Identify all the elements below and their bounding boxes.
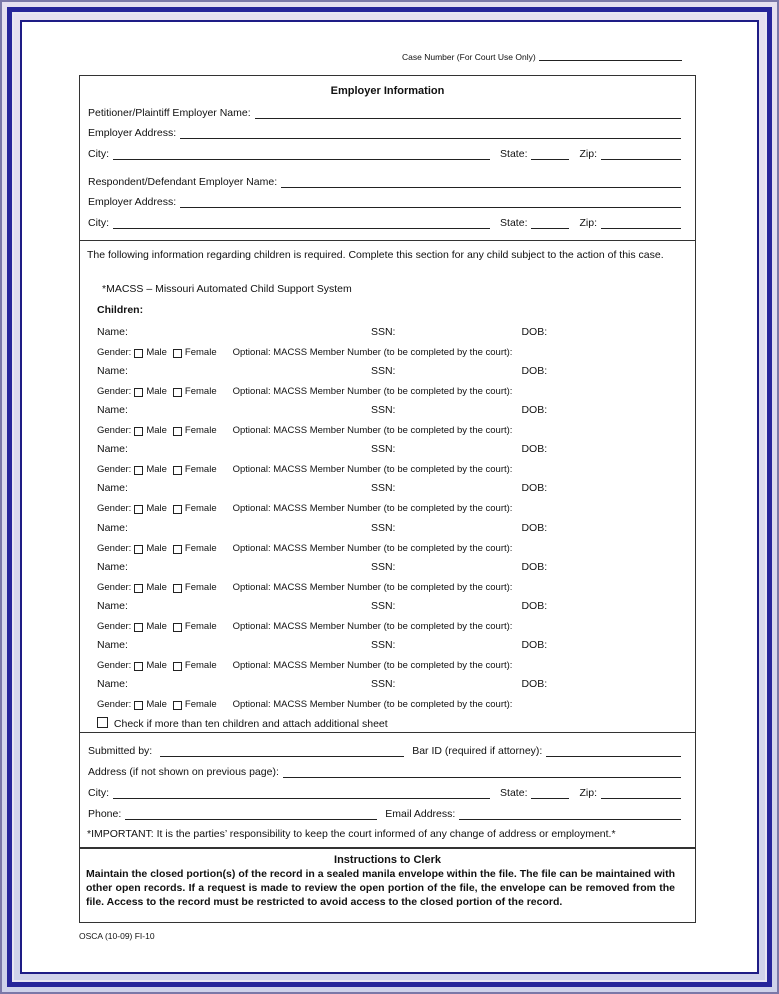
clerk-instructions-section xyxy=(79,848,696,923)
petitioner-employer-row xyxy=(88,106,685,119)
respondent-employer-row xyxy=(88,175,685,188)
submitter-zip-field[interactable] xyxy=(601,787,681,799)
child-name-label: Name: xyxy=(97,326,128,338)
macss-optional-label: Optional: MACSS Member Number (to be completed by the court): xyxy=(232,503,513,514)
female-checkbox[interactable] xyxy=(173,427,182,436)
female-checkbox[interactable] xyxy=(173,584,182,593)
phone-field[interactable] xyxy=(125,808,377,820)
female-label: Female xyxy=(184,386,217,397)
respondent-address-field[interactable] xyxy=(180,196,681,208)
petitioner-address-field[interactable] xyxy=(180,127,681,139)
child-name-label: Name: xyxy=(97,639,128,651)
male-checkbox[interactable] xyxy=(134,623,143,632)
female-label: Female xyxy=(184,621,217,632)
child-gender-row xyxy=(97,345,681,358)
children-heading: Children: xyxy=(97,304,144,316)
male-label: Male xyxy=(146,621,167,632)
submitter-address-row xyxy=(88,765,685,778)
child-gender-row xyxy=(97,580,681,593)
male-label: Male xyxy=(146,347,167,358)
petitioner-city-field[interactable] xyxy=(113,148,490,160)
male-label: Male xyxy=(146,425,167,436)
child-name-label: Name: xyxy=(97,482,128,494)
macss-optional-label: Optional: MACSS Member Number (to be completed by the court): xyxy=(232,582,513,593)
gender-label: Gender: xyxy=(97,660,132,671)
gender-label: Gender: xyxy=(97,699,132,710)
submitter-section xyxy=(79,732,696,848)
employer-address-label: Employer Address: xyxy=(88,196,177,208)
macss-optional-label: Optional: MACSS Member Number (to be completed by the court): xyxy=(232,543,513,554)
submitted-by-field[interactable] xyxy=(160,745,404,757)
female-label: Female xyxy=(184,699,217,710)
male-checkbox[interactable] xyxy=(134,349,143,358)
child-ssn-label: SSN: xyxy=(370,522,396,534)
male-label: Male xyxy=(146,582,167,593)
respondent-city-row xyxy=(88,216,685,229)
child-dob-label: DOB: xyxy=(521,365,548,377)
child-ssn-label: SSN: xyxy=(370,600,396,612)
child-name-label: Name: xyxy=(97,522,128,534)
case-number-field[interactable] xyxy=(539,51,682,61)
more-children-checkbox[interactable] xyxy=(97,717,108,728)
submitter-state-field[interactable] xyxy=(531,787,569,799)
male-label: Male xyxy=(146,660,167,671)
petitioner-zip-field[interactable] xyxy=(601,148,681,160)
child-name-label: Name: xyxy=(97,443,128,455)
gender-label: Gender: xyxy=(97,543,132,554)
instructions-body: Maintain the closed portion(s) of the record in a sealed manila envelope within the file. The file can be maintained with other open records. If a request is made to review the open portion of the file, the envelope can be removed from the file. Access to the record must be restricted to avoid access to the closed portion of the record. xyxy=(86,868,675,908)
child-gender-row xyxy=(97,697,681,710)
child-gender-row xyxy=(97,501,681,514)
male-checkbox[interactable] xyxy=(134,427,143,436)
female-label: Female xyxy=(184,660,217,671)
gender-label: Gender: xyxy=(97,503,132,514)
female-checkbox[interactable] xyxy=(173,623,182,632)
child-ssn-label: SSN: xyxy=(370,561,396,573)
macss-optional-label: Optional: MACSS Member Number (to be completed by the court): xyxy=(232,425,513,436)
respondent-city-field[interactable] xyxy=(113,217,490,229)
respondent-zip-field[interactable] xyxy=(601,217,681,229)
male-checkbox[interactable] xyxy=(134,701,143,710)
respondent-employer-label: Respondent/Defendant Employer Name: xyxy=(88,176,278,188)
more-children-option xyxy=(97,717,388,730)
child-name-row xyxy=(97,521,681,534)
petitioner-address-row xyxy=(88,126,685,139)
gender-label: Gender: xyxy=(97,464,132,475)
child-name-row xyxy=(97,403,681,416)
female-label: Female xyxy=(184,543,217,554)
female-label: Female xyxy=(184,582,217,593)
female-checkbox[interactable] xyxy=(173,349,182,358)
petitioner-city-row xyxy=(88,147,685,160)
child-ssn-label: SSN: xyxy=(370,365,396,377)
child-gender-row xyxy=(97,658,681,671)
child-dob-label: DOB: xyxy=(521,443,548,455)
male-checkbox[interactable] xyxy=(134,662,143,671)
gender-label: Gender: xyxy=(97,386,132,397)
macss-optional-label: Optional: MACSS Member Number (to be completed by the court): xyxy=(232,699,513,710)
submitter-city-field[interactable] xyxy=(113,787,490,799)
email-field[interactable] xyxy=(459,808,681,820)
child-name-row xyxy=(97,481,681,494)
petitioner-employer-field[interactable] xyxy=(255,107,681,119)
child-name-row xyxy=(97,677,681,690)
child-gender-row xyxy=(97,619,681,632)
child-dob-label: DOB: xyxy=(521,639,548,651)
state-label: State: xyxy=(500,148,528,160)
child-name-row xyxy=(97,364,681,377)
child-ssn-label: SSN: xyxy=(370,443,396,455)
bar-id-field[interactable] xyxy=(546,745,681,757)
submitted-by-row xyxy=(88,744,685,757)
child-ssn-label: SSN: xyxy=(370,482,396,494)
child-dob-label: DOB: xyxy=(521,326,548,338)
bar-id-label: Bar ID (required if attorney): xyxy=(412,745,543,757)
case-number-line xyxy=(402,51,682,62)
gender-label: Gender: xyxy=(97,347,132,358)
child-name-label: Name: xyxy=(97,365,128,377)
child-name-row xyxy=(97,325,681,338)
submitter-state-label: State: xyxy=(500,787,528,799)
gender-label: Gender: xyxy=(97,621,132,632)
child-dob-label: DOB: xyxy=(521,678,548,690)
gender-label: Gender: xyxy=(97,425,132,436)
submitted-by-label: Submitted by: xyxy=(88,745,153,757)
female-checkbox[interactable] xyxy=(173,388,182,397)
macss-optional-label: Optional: MACSS Member Number (to be completed by the court): xyxy=(232,621,513,632)
female-label: Female xyxy=(184,425,217,436)
submitter-address-label: Address (if not shown on previous page): xyxy=(88,766,279,778)
female-label: Female xyxy=(184,347,217,358)
child-dob-label: DOB: xyxy=(521,522,548,534)
case-number-label: Case Number (For Court Use Only) xyxy=(402,52,536,62)
male-checkbox[interactable] xyxy=(134,466,143,475)
petitioner-state-field[interactable] xyxy=(531,148,569,160)
child-name-label: Name: xyxy=(97,404,128,416)
child-gender-row xyxy=(97,541,681,554)
children-section xyxy=(79,240,696,733)
state-label: State: xyxy=(500,217,528,229)
male-checkbox[interactable] xyxy=(134,388,143,397)
submitter-city-row xyxy=(88,786,685,799)
child-name-row xyxy=(97,638,681,651)
child-dob-label: DOB: xyxy=(521,600,548,612)
important-notice: *IMPORTANT: It is the parties’ responsibility to keep the court informed of any change of address or employment.* xyxy=(87,828,616,840)
male-label: Male xyxy=(146,464,167,475)
submitter-zip-label: Zip: xyxy=(579,787,597,799)
child-name-row xyxy=(97,599,681,612)
petitioner-employer-label: Petitioner/Plaintiff Employer Name: xyxy=(88,107,251,119)
male-checkbox[interactable] xyxy=(134,584,143,593)
submitter-city-label: City: xyxy=(88,787,109,799)
email-label: Email Address: xyxy=(385,808,456,820)
submitter-phone-row xyxy=(88,807,685,820)
child-name-row xyxy=(97,442,681,455)
more-children-label: Check if more than ten children and attach additional sheet xyxy=(113,718,388,730)
zip-label: Zip: xyxy=(579,148,597,160)
male-checkbox[interactable] xyxy=(134,545,143,554)
macss-optional-label: Optional: MACSS Member Number (to be completed by the court): xyxy=(232,347,513,358)
child-ssn-label: SSN: xyxy=(370,404,396,416)
child-gender-row xyxy=(97,462,681,475)
city-label: City: xyxy=(88,148,109,160)
child-name-label: Name: xyxy=(97,561,128,573)
female-label: Female xyxy=(184,464,217,475)
child-dob-label: DOB: xyxy=(521,561,548,573)
female-checkbox[interactable] xyxy=(173,466,182,475)
child-name-row xyxy=(97,560,681,573)
gender-label: Gender: xyxy=(97,582,132,593)
submitter-address-field[interactable] xyxy=(283,766,681,778)
form-id-footer: OSCA (10-09) FI-10 xyxy=(79,931,155,941)
respondent-employer-field[interactable] xyxy=(281,176,681,188)
child-gender-row xyxy=(97,384,681,397)
male-checkbox[interactable] xyxy=(134,505,143,514)
employer-information-section xyxy=(79,75,696,241)
child-ssn-label: SSN: xyxy=(370,678,396,690)
child-dob-label: DOB: xyxy=(521,482,548,494)
male-label: Male xyxy=(146,386,167,397)
instructions-title: Instructions to Clerk xyxy=(334,854,441,866)
macss-optional-label: Optional: MACSS Member Number (to be completed by the court): xyxy=(232,386,513,397)
zip-label: Zip: xyxy=(579,217,597,229)
female-label: Female xyxy=(184,503,217,514)
macss-optional-label: Optional: MACSS Member Number (to be completed by the court): xyxy=(232,660,513,671)
child-ssn-label: SSN: xyxy=(370,639,396,651)
child-ssn-label: SSN: xyxy=(370,326,396,338)
male-label: Male xyxy=(146,503,167,514)
child-gender-row xyxy=(97,423,681,436)
female-checkbox[interactable] xyxy=(173,545,182,554)
child-dob-label: DOB: xyxy=(521,404,548,416)
macss-note: *MACSS – Missouri Automated Child Support System xyxy=(102,283,352,295)
female-checkbox[interactable] xyxy=(173,662,182,671)
male-label: Male xyxy=(146,699,167,710)
male-label: Male xyxy=(146,543,167,554)
respondent-state-field[interactable] xyxy=(531,217,569,229)
respondent-address-row xyxy=(88,195,685,208)
child-name-label: Name: xyxy=(97,600,128,612)
children-intro-text: The following information regarding children is required. Complete this section for any child subject to the action of this case. xyxy=(87,249,664,261)
female-checkbox[interactable] xyxy=(173,701,182,710)
macss-optional-label: Optional: MACSS Member Number (to be completed by the court): xyxy=(232,464,513,475)
city-label: City: xyxy=(88,217,109,229)
child-name-label: Name: xyxy=(97,678,128,690)
phone-label: Phone: xyxy=(88,808,122,820)
female-checkbox[interactable] xyxy=(173,505,182,514)
employer-address-label: Employer Address: xyxy=(88,127,177,139)
employer-section-title: Employer Information xyxy=(330,85,445,97)
